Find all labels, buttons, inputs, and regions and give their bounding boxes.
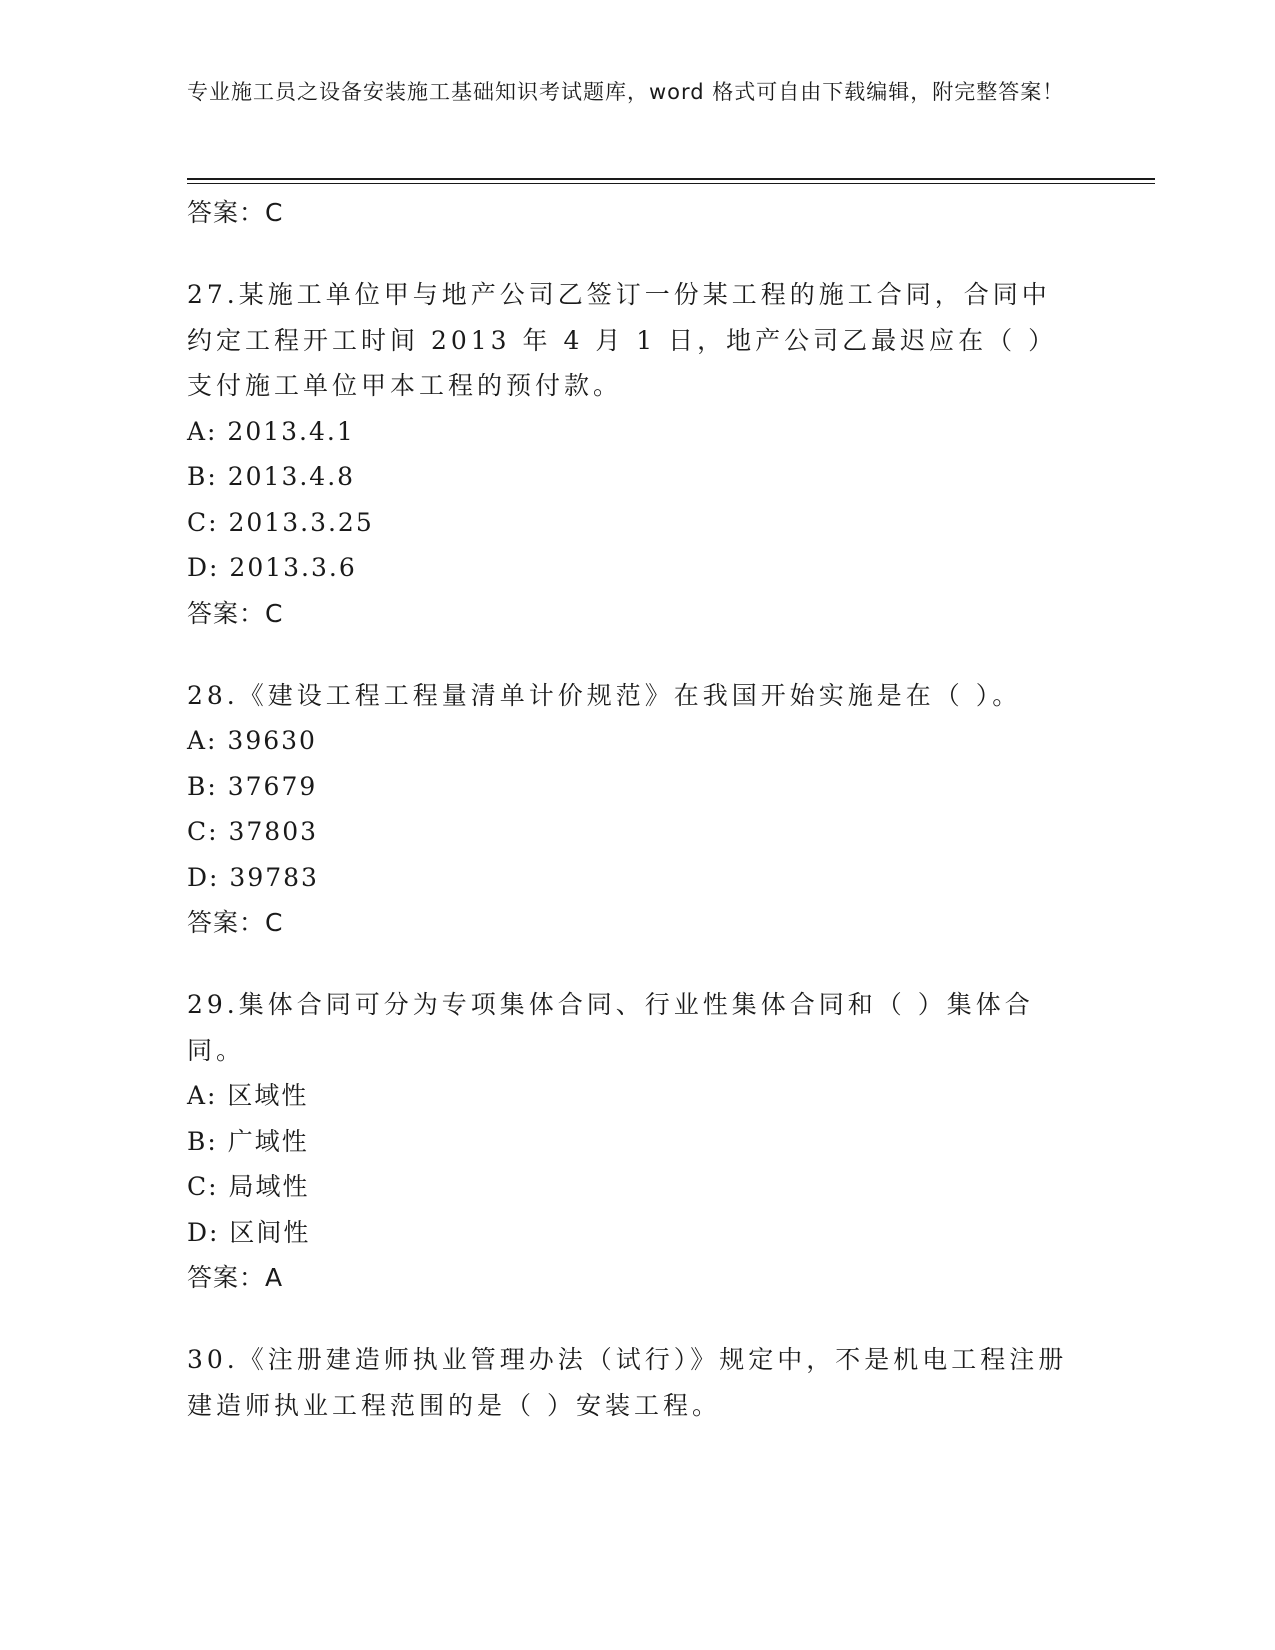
question-30-text: 30.《注册建造师执业管理办法（试行）》规定中，不是机电工程注册建造师执业工程范围的是（ ）安装工程。 bbox=[187, 1345, 1068, 1420]
question-29-option-c: C: 局域性 bbox=[187, 1172, 310, 1201]
question-29-answer: 答案：A bbox=[187, 1263, 284, 1292]
question-28 bbox=[187, 673, 1087, 947]
question-27-option-d: D: 2013.3.6 bbox=[187, 553, 357, 582]
question-28-text: 28.《建设工程工程量清单计价规范》在我国开始实施是在（ ）。 bbox=[187, 680, 1022, 710]
document-header: 专业施工员之设备安装施工基础知识考试题库，word 格式可自由下载编辑，附完整答案！ bbox=[187, 80, 1065, 104]
question-29-option-b: B: 广域性 bbox=[187, 1126, 309, 1156]
header-rule-thin bbox=[187, 183, 1155, 184]
question-27-option-b: B: 2013.4.8 bbox=[187, 462, 356, 491]
question-29-text: 29.集体合同可分为专项集体合同、行业性集体合同和（ ）集体合同。 bbox=[187, 990, 1034, 1065]
header-rule-thick bbox=[187, 178, 1155, 180]
question-28-option-a: A: 39630 bbox=[187, 726, 317, 755]
question-28-option-c: C: 37803 bbox=[187, 817, 319, 846]
question-28-option-b: B: 37679 bbox=[187, 771, 318, 801]
question-28-option-d: D: 39783 bbox=[187, 862, 319, 892]
question-27-option-c: C: 2013.3.25 bbox=[187, 507, 374, 537]
question-29-option-d: D: 区间性 bbox=[187, 1217, 311, 1247]
question-30 bbox=[187, 1337, 1087, 1428]
document-body bbox=[187, 190, 1087, 1428]
question-27-answer: 答案：C bbox=[187, 598, 284, 628]
question-27-option-a: A: 2013.4.1 bbox=[187, 416, 355, 446]
question-27 bbox=[187, 272, 1087, 637]
question-29 bbox=[187, 982, 1087, 1301]
question-29-option-a: A: 区域性 bbox=[187, 1081, 309, 1110]
previous-answer: 答案：C bbox=[187, 198, 284, 227]
question-27-text: 27.某施工单位甲与地产公司乙签订一份某工程的施工合同，合同中约定工程开工时间 2013 年 4 月 1 日，地产公司乙最迟应在（ ）支付施工单位甲本工程的预付款。 bbox=[187, 280, 1058, 400]
question-28-answer: 答案：C bbox=[187, 908, 284, 937]
